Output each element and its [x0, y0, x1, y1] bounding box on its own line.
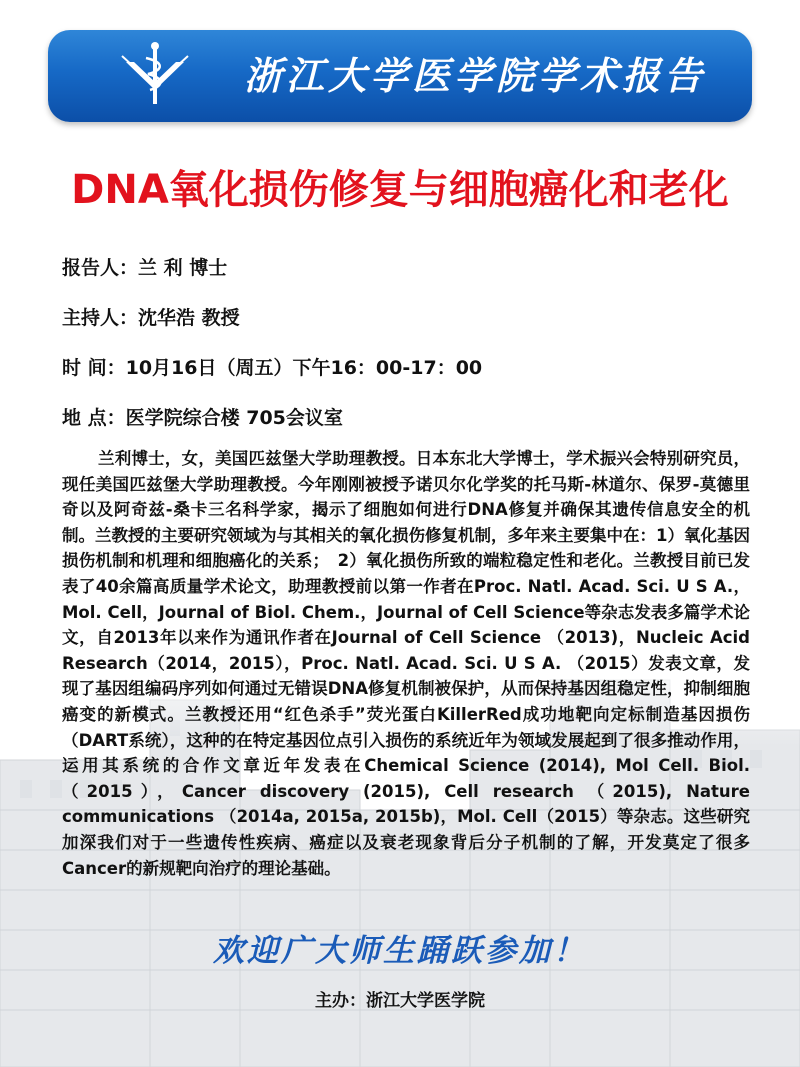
- speaker-line: 报告人：兰 利 博士: [62, 257, 228, 279]
- welcome-message: 欢迎广大师生踊跃参加！: [213, 933, 587, 969]
- caduceus-logo-icon: [120, 40, 190, 110]
- banner-title: 浙江大学医学院学术报告: [244, 54, 707, 98]
- header-banner: [48, 30, 752, 122]
- organizer-line: 主办：浙江大学医学院: [315, 991, 485, 1011]
- time-line: 时 间：10月16日（周五）下午16：00-17：00: [62, 357, 483, 379]
- host-line: 主持人：沈华浩 教授: [62, 307, 240, 329]
- place-line: 地 点：医学院综合楼 705会议室: [62, 407, 343, 429]
- lecture-title: DNA氧化损伤修复与细胞癌化和老化: [71, 167, 729, 213]
- speaker-biography: 兰利博士，女，美国匹兹堡大学助理教授。日本东北大学博士，学术振兴会特别研究员，现任美国匹兹堡大学助理教授。今年刚刚被授予诺贝尔化学奖的托马斯-林道尔、保罗-莫德里奇以及阿奇兹-桑卡三名科学家，揭示了细胞如何进行DNA修复并确保其遗传信息安全的机制。兰教授的主要研究领域为与其相关的氧化损伤修复机制，多年来主要集中在：1）氧化基因损伤机制和机理和细胞癌化的关系； 2）氧化损伤所致的端粒稳定性和老化。兰教授目前已发表了40余篇高质量学术论文，助理教授前以第一作者在Proc. Natl. Acad. Sci. U S A.，Mol. Cell，Journal of Biol. Chem.，Journal of Cell Science等杂志发表多篇学术论文，自2013年以来作为通讯作者在Journal of Cell Science （2013)，Nucleic Acid Research（2014，2015），Proc. Natl. Acad. Sci. U S A. （2015）发表文章，发现了基因组编码序列如何通过无错误DNA修复机制被保护，从而保持基因组稳定性，抑制细胞癌变的新模式。兰教授还用“红色杀手”荧光蛋白KillerRed成功地靶向定标制造基因损伤（DART系统），这种的在特定基因位点引入损伤的系统近年为领域发展起到了很多推动作用，运用其系统的合作文章近年发表在Chemical Science (2014), Mol Cell. Biol.（2015），Cancer discovery (2015), Cell research （2015), Nature communications （2014a, 2015a, 2015b)，Mol. Cell（2015）等杂志。这些研究加深我们对于一些遗传性疾病、癌症以及衰老现象背后分子机制的了解，开发莫定了很多Cancer的新规靶向治疗的理论基础。: [62, 449, 750, 878]
